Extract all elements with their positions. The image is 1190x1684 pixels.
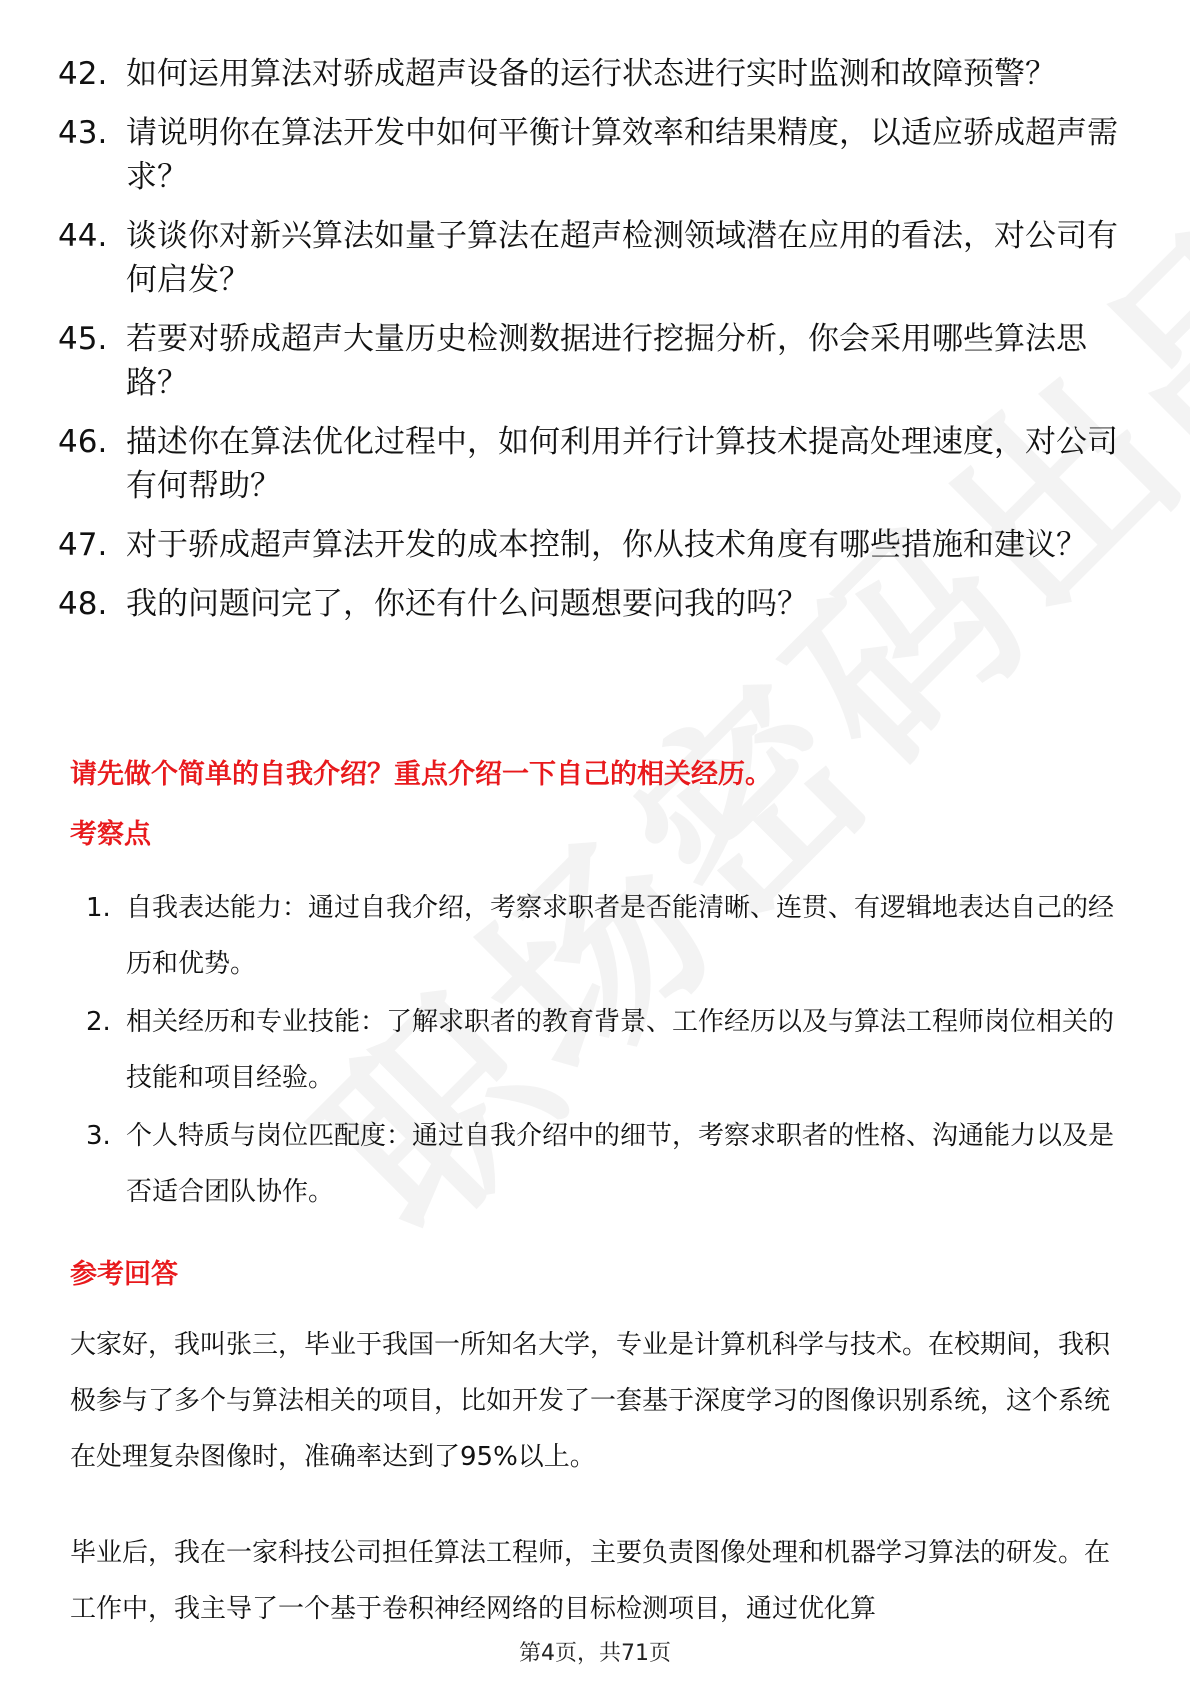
question-text: 请说明你在算法开发中如何平衡计算效率和结果精度，以适应骄成超声需求？ <box>126 115 1118 195</box>
question-item <box>58 317 1118 405</box>
point-number: 3. <box>86 1121 111 1151</box>
section-title-answer: 参考回答 <box>70 1259 178 1290</box>
question-list <box>58 52 1118 641</box>
question-item <box>58 582 1118 626</box>
question-text: 描述你在算法优化过程中，如何利用并行计算技术提高处理速度，对公司有何帮助？ <box>126 424 1118 504</box>
question-item <box>58 214 1118 302</box>
question-number: 45. <box>58 321 108 357</box>
question-item <box>58 52 1118 96</box>
answer-paragraph: 毕业后，我在一家科技公司担任算法工程师，主要负责图像处理和机器学习算法的研发。在工作中，我主导了一个基于卷积神经网络的目标检测项目，通过优化算 <box>70 1538 1111 1624</box>
question-item <box>58 111 1118 199</box>
question-number: 46. <box>58 424 108 460</box>
question-text: 对于骄成超声算法开发的成本控制，你从技术角度有哪些措施和建议？ <box>126 527 1087 563</box>
question-text: 我的问题问完了，你还有什么问题想要问我的吗？ <box>126 586 808 622</box>
evaluation-point <box>86 1108 1120 1220</box>
question-number: 44. <box>58 218 108 254</box>
question-item <box>58 420 1118 508</box>
page-footer: 第4页，共71页 <box>519 1641 671 1666</box>
point-text: 相关经历和专业技能：了解求职者的教育背景、工作经历以及与算法工程师岗位相关的技能和项目经验。 <box>126 1007 1115 1093</box>
answer-paragraph: 大家好，我叫张三，毕业于我国一所知名大学，专业是计算机科学与技术。在校期间，我积极参与了多个与算法相关的项目，比如开发了一套基于深度学习的图像识别系统，这个系统在处理复杂图像时，准确率达到了95%以上。 <box>70 1330 1111 1472</box>
point-number: 1. <box>86 893 111 923</box>
point-number: 2. <box>86 1007 111 1037</box>
question-number: 48. <box>58 586 108 622</box>
evaluation-point <box>86 880 1120 992</box>
point-text: 个人特质与岗位匹配度：通过自我介绍中的细节，考察求职者的性格、沟通能力以及是否适合团队协作。 <box>126 1121 1115 1207</box>
question-text: 谈谈你对新兴算法如量子算法在超声检测领域潜在应用的看法，对公司有何启发？ <box>126 218 1118 298</box>
evaluation-points-list <box>86 880 1120 1222</box>
question-item <box>58 523 1118 567</box>
question-number: 43. <box>58 115 108 151</box>
question-text: 若要对骄成超声大量历史检测数据进行挖掘分析，你会采用哪些算法思路？ <box>126 321 1087 401</box>
main-question-heading: 请先做个简单的自我介绍？重点介绍一下自己的相关经历。 <box>70 759 772 790</box>
question-number: 47. <box>58 527 108 563</box>
question-text: 如何运用算法对骄成超声设备的运行状态进行实时监测和故障预警？ <box>126 56 1056 92</box>
evaluation-point <box>86 994 1120 1106</box>
question-number: 42. <box>58 56 108 92</box>
point-text: 自我表达能力：通过自我介绍，考察求职者是否能清晰、连贯、有逻辑地表达自己的经历和优势。 <box>126 893 1115 979</box>
section-title-points: 考察点 <box>70 819 151 850</box>
